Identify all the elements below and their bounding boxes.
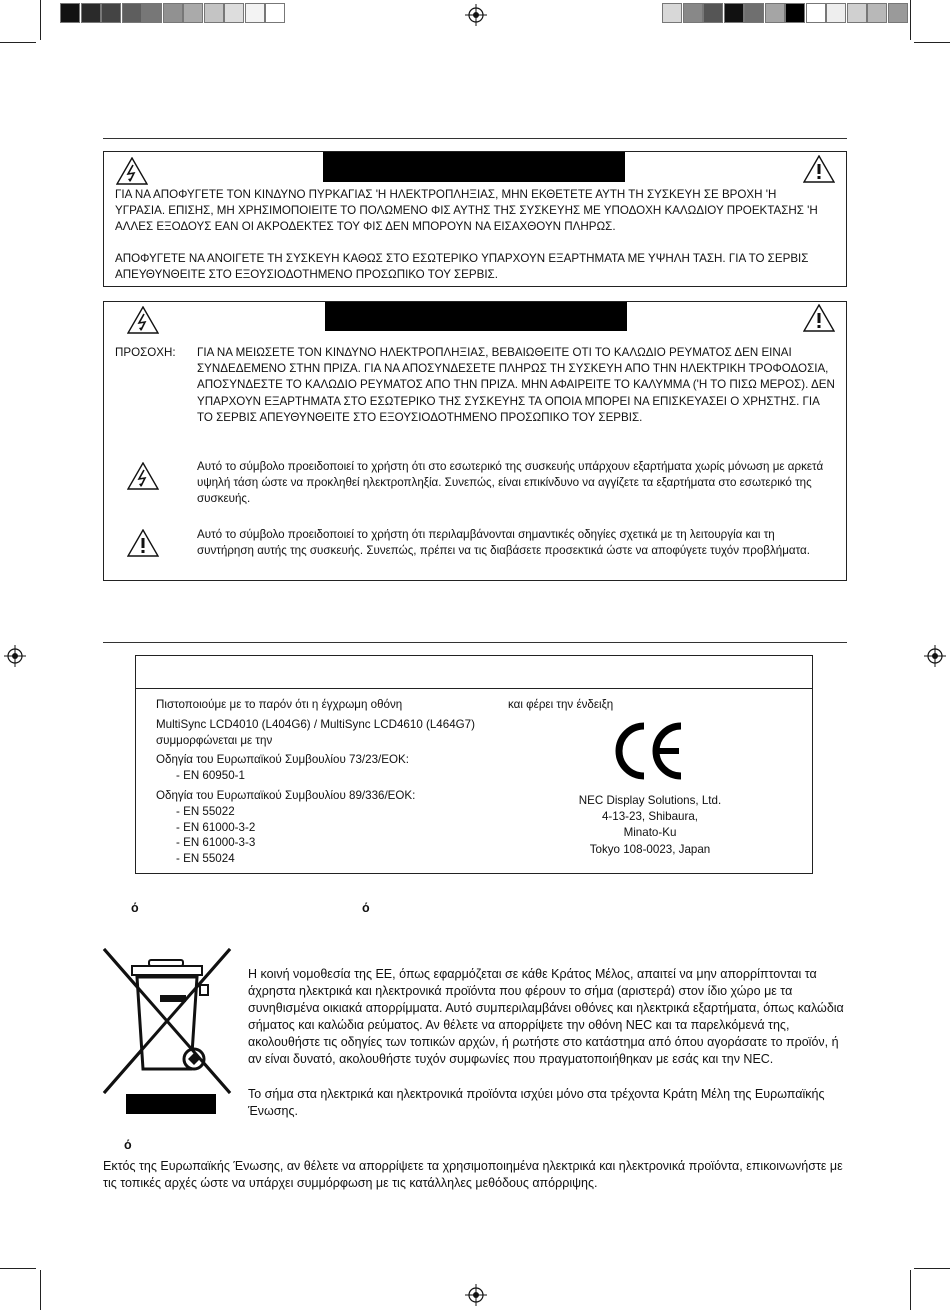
registration-mark-icon	[924, 645, 946, 667]
color-swatch	[703, 3, 723, 23]
color-swatch	[785, 3, 805, 23]
color-swatch	[888, 3, 908, 23]
standard-item: - EN 60950-1	[176, 769, 245, 782]
warning-paragraph-1: ΓΙΑ ΝΑ ΑΠΟΦΥΓΕΤΕ ΤΟΝ ΚΙΝΔΥΝΟ ΠΥΡΚΑΓΙΑΣ 'Η ΗΛΕΚΤΡΟΠΛΗΞΙΑΣ, ΜΗΝ ΕΚΘΕΤΕΤΕ ΑΥΤΗ ΤΗ ΣΥΣΚΕΥΗ ΣΕ ΒΡΟΧΗ 'Η ΥΓΡΑΣΙΑ. ΕΠΙΣΗΣ, ΜΗ ΧΡΗΣΙΜΟΠΟΙΕΙΤΕ ΤΟ ΠΟΛΩΜΕΝΟ ΦΙΣ ΑΥΤΗΣ ΤΗΣ ΣΥΣΚΕΥΗΣ ΜΕ ΥΠΟΔΟΧΗ ΚΑΛΩΔΙΟΥ ΠΡΟΕΚΤΑΣΗΣ 'Η ΑΛΛΕΣ ΕΞΟΔΟΥΣ ΕΑΝ ΟΙ ΑΚΡΟΔΕΚΤΕΣ ΤΟΥ ΦΙΣ ΔΕΝ ΜΠΟΡΟΥΝ ΝΑ ΕΙΣΑΧΘΟΥΝ ΠΛΗΡΩΣ.	[115, 188, 818, 234]
address-line: Tokyo 108-0023, Japan	[589, 842, 711, 856]
color-swatch	[806, 3, 826, 23]
lightning-triangle-icon	[127, 462, 159, 490]
lightning-triangle-icon	[127, 306, 159, 334]
directive-1-standards	[176, 768, 245, 784]
exclamation-triangle-icon	[127, 529, 159, 557]
color-swatch	[662, 3, 682, 23]
manufacturer-address	[540, 793, 760, 858]
crossed-bin-icon	[102, 947, 234, 1117]
lightning-triangle-icon	[116, 157, 148, 185]
directive-2: Οδηγία του Ευρωπαϊκού Συμβουλίου 89/336/EOK:	[156, 789, 416, 802]
disposal-paragraph-1: Η κοινή νομοθεσία της ΕΕ, όπως εφαρμόζεται σε κάθε Κράτος Μέλος, απαιτεί να μην απορρίπτονται τα άχρηστα ηλεκτρικά και ηλεκτρονικά προϊόντα που φέρουν το σήμα (αριστερά) στον ίδιο χώρο με τα συνηθισμένα οικιακά απορρίμματα. Αυτό συμπεριλαμβάνει οθόνες και ηλεκτρικά εξαρτήματα, όπως καλώδια σήματος και καλώδια ρεύματος. Αν θέλετε να απορρίψετε την οθόνη NEC και τα παρελκόμενά της, ακολουθήστε τις οδηγίες των τοπικών αρχών, ή ρωτήστε στο κατάστημα από όπου αγοράσατε το προϊόν, ή αν είναι δυνατό, ακολουθήστε τυχόν συμφωνίες που πραγματοποιήθηκαν με εσάς και την NEC.	[248, 967, 844, 1066]
crop-mark	[0, 1268, 36, 1269]
warning-paragraph-2: ΑΠΟΦΥΓΕΤΕ ΝΑ ΑΝΟΙΓΕΤΕ ΤΗ ΣΥΣΚΕΥΗ ΚΑΘΩΣ ΣΤΟ ΕΣΩΤΕΡΙΚΟ ΥΠΑΡΧΟΥΝ ΕΞΑΡΤΗΜΑΤΑ ΜΕ ΥΨΗΛΗ ΤΑΣΗ. ΓΙΑ ΤΟ ΣΕΡΒΙΣ ΑΠΕΥΘΥΝΘΕΙΤΕ ΣΤΟ ΕΞΟΥΣΙΟΔΟΤΗΜΕΝΟ ΠΡΟΣΩΠΙΚΟ ΤΟΥ ΣΕΡΒΙΣ.	[115, 252, 809, 282]
heading-fragment: ό	[131, 901, 139, 915]
color-swatch	[122, 3, 142, 23]
crop-mark	[0, 42, 36, 43]
color-swatch	[765, 3, 785, 23]
disposal-paragraph-2: Το σήμα στα ηλεκτρικά και ηλεκτρονικά προϊόντα ισχύει μόνο στα τρέχοντα Κράτη Μέλη της Ευρωπαϊκής Ένωσης.	[248, 1087, 825, 1118]
color-swatch	[724, 3, 744, 23]
exclamation-triangle-icon	[803, 155, 835, 183]
address-line: Minato-Ku	[623, 826, 677, 840]
color-swatch	[847, 3, 867, 23]
caution-text: ΓΙΑ ΝΑ ΜΕΙΩΣΕΤΕ ΤΟΝ ΚΙΝΔΥΝΟ ΗΛΕΚΤΡΟΠΛΗΞΙΑΣ, ΒΕΒΑΙΩΘΕΙΤΕ ΟΤΙ ΤΟ ΚΑΛΩΔΙΟ ΡΕΥΜΑΤΟΣ ΔΕΝ ΕΙΝΑΙ ΣΥΝΔΕΔΕΜΕΝΟ ΣΤΗΝ ΠΡΙΖΑ. ΓΙΑ ΝΑ ΑΠΟΣΥΝΔΕΣΕΤΕ ΠΛΗΡΩΣ ΤΗ ΣΥΣΚΕΥΗ ΑΠΟ ΤΗΝ ΗΛΕΚΤΡΙΚΗ ΤΡΟΦΟΔΟΣΙΑ, ΑΠΟΣΥΝΔΕΣΤΕ ΤΟ ΚΑΛΩΔΙΟ ΡΕΥΜΑΤΟΣ ΑΠΟ ΤΗΝ ΠΡΙΖΑ. ΜΗΝ ΑΦΑΙΡΕΙΤΕ ΤΟ ΚΑΛΥΜΜΑ ('Η ΤΟ ΠΙΣΩ ΜΕΡΟΣ). ΔΕΝ ΥΠΑΡΧΟΥΝ ΕΞΑΡΤΗΜΑΤΑ ΣΤΟ ΕΣΩΤΕΡΙΚΟ ΤΗΣ ΣΥΣΚΕΥΗΣ ΤΑ ΟΠΟΙΑ ΜΠΟΡΕΙ ΝΑ ΕΠΙΣΚΕΥΑΣΕΙ Ο ΧΡΗΣΤΗΣ. ΓΙΑ ΤΟ ΣΕΡΒΙΣ ΑΠΕΥΘΥΝΘΕΙΤΕ ΣΤΟ ΕΞΟΥΣΙΟΔΟΤΗΜΕΝΟ ΠΡΟΣΩΠΙΚΟ ΤΟΥ ΣΕΡΒΙΣ.	[197, 346, 835, 424]
standard-item: - EN 55022	[176, 805, 235, 818]
color-swatch	[683, 3, 703, 23]
caution-label: ΠΡΟΣΟΧΗ:	[115, 346, 176, 359]
outside-eu-paragraph: Εκτός της Ευρωπαϊκής Ένωσης, αν θέλετε να απορρίψετε τα χρησιμοποιημένα ηλεκτρικά και ηλεκτρονικά προϊόντα, επικοινωνήστε με τις τοπικές αρχές ώστε να υπάρχει συμμόρφωση με τις κατάλληλες μεθόδους απόρριψης.	[103, 1159, 843, 1190]
standard-item: - EN 61000-3-3	[176, 836, 256, 849]
declaration-intro: Πιστοποιούμε με το παρόν ότι η έγχρωμη οθόνη	[156, 698, 403, 711]
standard-item: - EN 61000-3-2	[176, 820, 256, 834]
color-swatch	[163, 3, 183, 23]
registration-mark-icon	[465, 1284, 487, 1306]
color-swatch	[826, 3, 846, 23]
exclamation-symbol-note: Αυτό το σύμβολο προειδοποιεί το χρήστη ότι περιλαμβάνονται σημαντικές οδηγίες σχετικά με τη λειτουργία και τη συντήρηση αυτής της συσκευής. Συνεπώς, πρέπει να τις διαβάσετε προσεκτικά ώστε να αποφύγετε τυχόν προβλήματα.	[197, 528, 810, 558]
company-name: NEC Display Solutions, Ltd.	[578, 794, 722, 807]
declaration-header-divider	[136, 688, 812, 689]
color-bar-left	[60, 0, 290, 26]
crop-mark	[40, 1270, 41, 1310]
heading-fragment: ό	[362, 901, 370, 915]
declaration-model: MultiSync LCD4010 (L404G6) / MultiSync LCD4610 (L464G7) συμμορφώνεται με την	[156, 718, 475, 748]
crop-mark	[914, 1268, 950, 1269]
color-swatch	[867, 3, 887, 23]
directive-1: Οδηγία του Ευρωπαϊκού Συμβουλίου 73/23/EOK:	[156, 753, 409, 766]
color-swatch	[142, 3, 162, 23]
registration-mark-icon	[465, 4, 487, 26]
color-swatch	[204, 3, 224, 23]
color-swatch	[81, 3, 101, 23]
exclamation-triangle-icon	[803, 304, 835, 332]
heading-fragment: ό	[124, 1138, 132, 1152]
color-swatch	[60, 3, 80, 23]
registration-mark-icon	[4, 645, 26, 667]
section-rule	[103, 642, 847, 643]
color-swatch	[744, 3, 764, 23]
warning-title-bar	[323, 152, 625, 182]
standard-item: - EN 55024	[176, 851, 235, 865]
section-rule	[103, 138, 847, 139]
caution-title-bar	[325, 302, 627, 331]
color-bar-right	[662, 0, 892, 26]
ce-mark-icon	[613, 720, 685, 782]
color-swatch	[183, 3, 203, 23]
crop-mark	[910, 1270, 911, 1310]
address-line: 4-13-23, Shibaura,	[601, 810, 699, 824]
color-swatch	[224, 3, 244, 23]
lightning-symbol-note: Αυτό το σύμβολο προειδοποιεί το χρήστη ότι στο εσωτερικό της συσκευής υπάρχουν εξαρτήματα χωρίς μόνωση με αρκετά υψηλή τάση ώστε να προκληθεί ηλεκτροπληξία. Συνεπώς, είναι επικίνδυνο να αγγίζετε τα εξαρτήματα στο εσωτερικό της συσκευής.	[197, 460, 824, 506]
color-swatch	[245, 3, 265, 23]
crop-mark	[914, 42, 950, 43]
color-swatch	[101, 3, 121, 23]
ce-mark-caption: και φέρει την ένδειξη	[508, 698, 614, 711]
crop-mark	[910, 0, 911, 40]
directive-2-standards	[176, 804, 255, 866]
crop-mark	[40, 0, 41, 40]
color-swatch	[265, 3, 285, 23]
